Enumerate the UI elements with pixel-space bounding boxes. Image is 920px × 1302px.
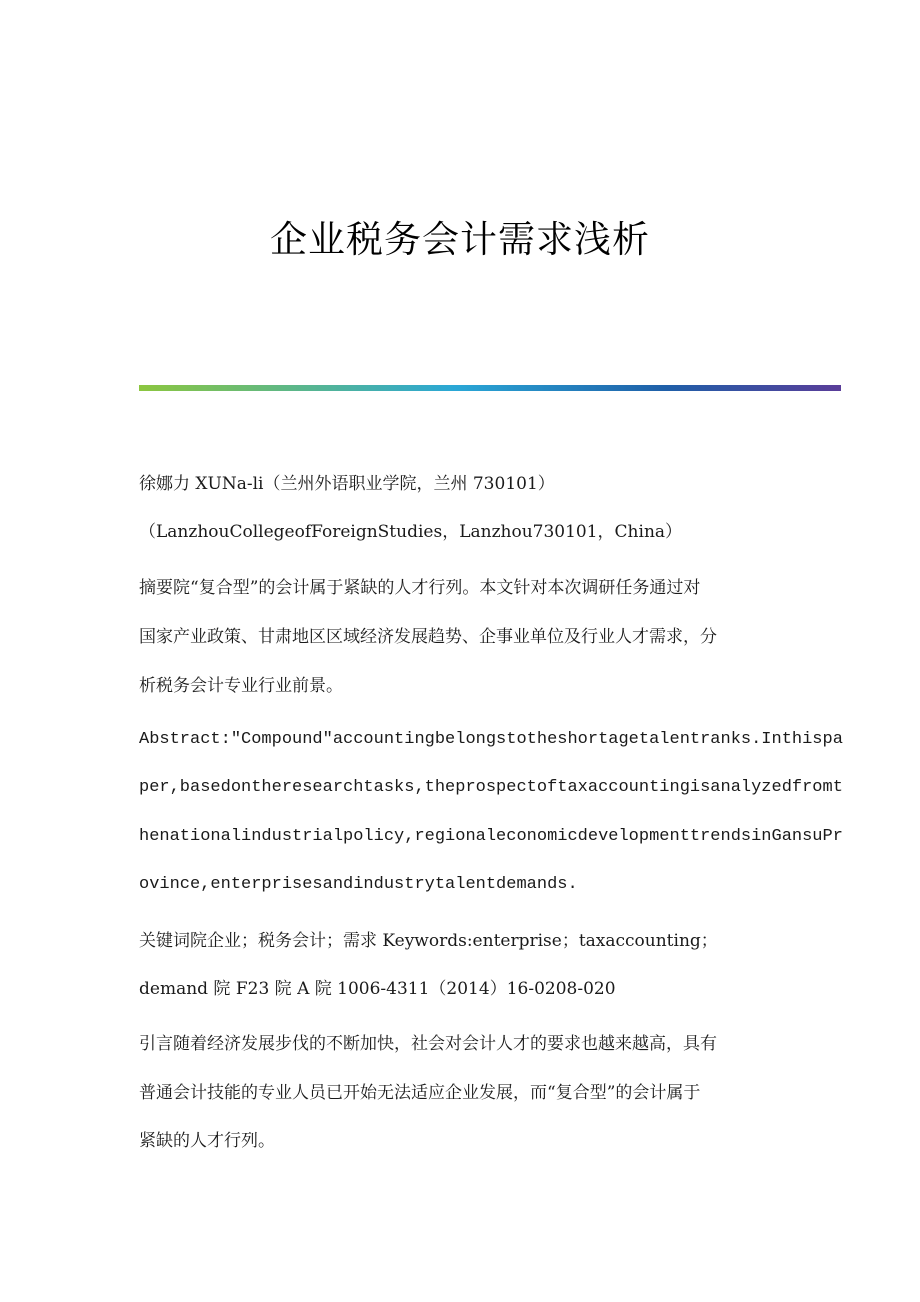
classification-line: demand 院 F23 院 A 院 1006-4311（2014）16-0208-020 <box>139 979 616 999</box>
abstract-en-line-1: Abstract:"Compound"accountingbelongstotheshortagetalentranks.Inthispa <box>139 730 843 749</box>
title-divider <box>139 385 841 391</box>
intro-line-1: 引言随着经济发展步伐的不断加快，社会对会计人才的要求也越来越高，具有 <box>139 1034 717 1054</box>
intro-line-2: 普通会计技能的专业人员已开始无法适应企业发展，而“复合型”的会计属于 <box>139 1083 701 1103</box>
document-title: 企业税务会计需求浅析 <box>270 218 650 261</box>
keywords-line: 关键词院企业；税务会计；需求 Keywords:enterprise；taxaccounting； <box>139 931 718 951</box>
intro-line-3: 紧缺的人才行列。 <box>139 1131 275 1151</box>
abstract-en-line-4: ovince,enterprisesandindustrytalentdemands. <box>139 875 578 894</box>
abstract-cn-line-1: 摘要院“复合型”的会计属于紧缺的人才行列。本文针对本次调研任务通过对 <box>139 578 701 598</box>
abstract-cn-line-2: 国家产业政策、甘肃地区区域经济发展趋势、企事业单位及行业人才需求，分 <box>139 627 717 647</box>
author-line: 徐娜力 XUNa-li（兰州外语职业学院，兰州 730101） <box>139 474 555 494</box>
abstract-en-line-2: per,basedontheresearchtasks,theprospectoftaxaccountingisanalyzedfromt <box>139 778 843 797</box>
abstract-en-line-3: henationalindustrialpolicy,regionaleconomicdevelopmenttrendsinGansuPr <box>139 827 843 846</box>
abstract-cn-line-3: 析税务会计专业行业前景。 <box>139 676 343 696</box>
affiliation-line: （LanzhouCollegeofForeignStudies，Lanzhou730101，China） <box>139 522 683 542</box>
